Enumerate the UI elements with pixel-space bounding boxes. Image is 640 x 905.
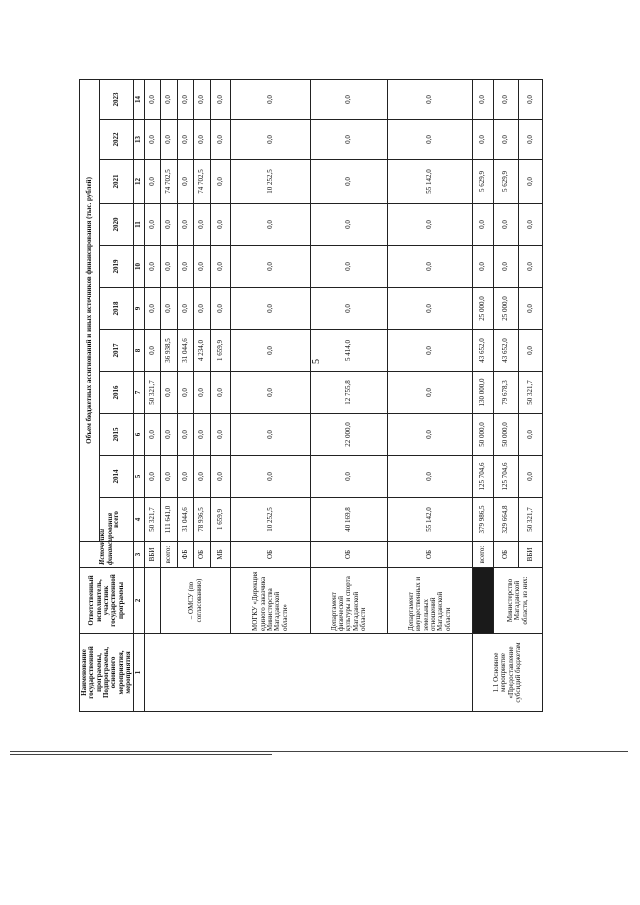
value-cell: 0,0 (161, 456, 177, 498)
value-cell: 0,0 (194, 79, 210, 119)
header-col-number: 10 (134, 246, 144, 288)
value-cell: 0,0 (387, 456, 472, 498)
financing-table (79, 79, 543, 712)
value-cell: 4 234,0 (194, 330, 210, 372)
value-cell: 0,0 (161, 288, 177, 330)
table-row (231, 79, 311, 711)
executor-cell: Департамент имущественных и земельных отношений Магаданской области (387, 568, 472, 634)
value-cell: 0,0 (387, 414, 472, 456)
value-cell: 50 321,7 (518, 498, 543, 542)
header-col-number: 13 (134, 120, 144, 160)
executor-cell: – ОМСУ (по согласованию) (161, 568, 231, 634)
value-cell: 0,0 (144, 204, 160, 246)
executor-cell-dark (473, 568, 494, 634)
value-cell: 0,0 (144, 330, 160, 372)
source-cell: ОБ (311, 542, 388, 568)
value-cell: 0,0 (231, 79, 311, 119)
value-cell: 50 321,7 (144, 372, 160, 414)
value-cell: 25 000,0 (473, 288, 494, 330)
value-cell: 130 000,0 (473, 372, 494, 414)
value-cell: 0,0 (231, 456, 311, 498)
value-cell: 0,0 (518, 288, 543, 330)
value-cell: 0,0 (493, 79, 518, 119)
value-cell: 0,0 (161, 79, 177, 119)
value-cell: 0,0 (473, 120, 494, 160)
value-cell: 0,0 (161, 372, 177, 414)
header-col-number: 7 (134, 372, 144, 414)
source-cell: ОБ (231, 542, 311, 568)
executor-cell: МОГКУ «Дирекция единого заказчика Министерства Магаданской области» (231, 568, 311, 634)
value-cell: 0,0 (231, 120, 311, 160)
source-cell: ВБИ (518, 542, 543, 568)
value-cell: 0,0 (311, 160, 388, 204)
value-cell: 0,0 (387, 204, 472, 246)
value-cell: 74 702,5 (194, 160, 210, 204)
value-cell: 0,0 (311, 120, 388, 160)
value-cell: 74 702,5 (161, 160, 177, 204)
value-cell: 5 629,9 (473, 160, 494, 204)
value-cell: 0,0 (387, 79, 472, 119)
value-cell: 0,0 (493, 246, 518, 288)
header-col-number: 8 (134, 330, 144, 372)
page-number: 5 (311, 359, 322, 364)
source-cell: ФБ (177, 542, 193, 568)
value-cell: 0,0 (210, 456, 231, 498)
value-cell: 0,0 (387, 288, 472, 330)
value-cell: 0,0 (518, 79, 543, 119)
value-cell: 0,0 (194, 204, 210, 246)
value-cell: 0,0 (194, 120, 210, 160)
table-row (387, 79, 472, 711)
header-col-number: 14 (134, 79, 144, 119)
value-cell: 0,0 (177, 414, 193, 456)
table-row (144, 79, 160, 711)
value-cell: 50 321,7 (144, 498, 160, 542)
header-volume: Объем бюджетных ассигнований и иных источников финансирования (тыс. рублей) (80, 79, 100, 541)
header-numbers-row (134, 79, 144, 711)
value-cell: 0,0 (518, 204, 543, 246)
value-cell: 0,0 (311, 456, 388, 498)
value-cell: 43 652,0 (473, 330, 494, 372)
value-cell: 0,0 (311, 246, 388, 288)
value-cell: 55 142,0 (387, 160, 472, 204)
program-name-cell: 1.1 Основное мероприятие «Предоставление субсидий бюджетам (473, 634, 543, 712)
header-col-number: 9 (134, 288, 144, 330)
value-cell: 0,0 (518, 160, 543, 204)
value-cell: 0,0 (210, 120, 231, 160)
value-cell: 0,0 (177, 120, 193, 160)
table-row (493, 79, 518, 711)
header-year: 2016 (100, 372, 134, 414)
source-cell: ОБ (493, 542, 518, 568)
source-cell: ВБИ (144, 542, 160, 568)
value-cell: 0,0 (387, 246, 472, 288)
value-cell: 0,0 (311, 204, 388, 246)
header-col-number: 6 (134, 414, 144, 456)
header-executor: Ответственный исполнитель, участник государственной программы (80, 568, 134, 634)
header-year: 2017 (100, 330, 134, 372)
value-cell: 0,0 (210, 414, 231, 456)
value-cell: 0,0 (518, 414, 543, 456)
value-cell: 79 678,3 (493, 372, 518, 414)
value-cell: 0,0 (231, 372, 311, 414)
value-cell: 50 000,0 (473, 414, 494, 456)
value-cell: 43 652,0 (493, 330, 518, 372)
table-row (473, 79, 494, 711)
source-cell: ОБ (387, 542, 472, 568)
value-cell: 40 169,8 (311, 498, 388, 542)
value-cell: 31 044,6 (177, 498, 193, 542)
header-year: 2023 (100, 79, 134, 119)
value-cell: 0,0 (311, 79, 388, 119)
rotated-table-wrapper (79, 80, 537, 712)
header-year: 2018 (100, 288, 134, 330)
value-cell: 0,0 (194, 414, 210, 456)
value-cell: 0,0 (194, 288, 210, 330)
value-cell: 0,0 (177, 79, 193, 119)
header-col-number: 4 (134, 498, 144, 542)
source-cell: всего: (473, 542, 494, 568)
value-cell: 0,0 (493, 120, 518, 160)
value-cell: 0,0 (144, 120, 160, 160)
value-cell: 10 252,5 (231, 498, 311, 542)
header-year: 2019 (100, 246, 134, 288)
value-cell: 0,0 (210, 246, 231, 288)
value-cell: 5 629,9 (493, 160, 518, 204)
value-cell: 0,0 (210, 288, 231, 330)
header-program-name: Наименование государственной программы, Подпрограммы, основного мероприятия, мероприятия (80, 634, 134, 712)
value-cell: 0,0 (144, 288, 160, 330)
value-cell: 0,0 (194, 246, 210, 288)
value-cell: 0,0 (177, 160, 193, 204)
header-year: 2022 (100, 120, 134, 160)
value-cell: 0,0 (144, 160, 160, 204)
value-cell: 0,0 (177, 456, 193, 498)
source-cell: МБ (210, 542, 231, 568)
executor-cell: Министерство Магаданской области, из них: (493, 568, 543, 634)
value-cell: 125 704,6 (493, 456, 518, 498)
value-cell: 0,0 (210, 204, 231, 246)
value-cell: 0,0 (231, 414, 311, 456)
value-cell: 50 000,0 (493, 414, 518, 456)
value-cell: 0,0 (231, 288, 311, 330)
table-row (311, 79, 388, 711)
value-cell: 0,0 (194, 456, 210, 498)
horizontal-rule (10, 751, 628, 752)
value-cell: 0,0 (177, 372, 193, 414)
header-col-number: 11 (134, 204, 144, 246)
value-cell: 0,0 (144, 414, 160, 456)
value-cell: 12 755,8 (311, 372, 388, 414)
value-cell: 0,0 (161, 414, 177, 456)
value-cell: 0,0 (210, 160, 231, 204)
value-cell: 0,0 (387, 330, 472, 372)
value-cell: 0,0 (144, 456, 160, 498)
value-cell: 0,0 (210, 372, 231, 414)
value-cell: 0,0 (311, 288, 388, 330)
header-year: всего (100, 498, 134, 542)
header-col-number: 3 (134, 542, 144, 568)
value-cell: 0,0 (231, 330, 311, 372)
value-cell: 379 986,5 (473, 498, 494, 542)
value-cell: 0,0 (473, 79, 494, 119)
value-cell: 0,0 (231, 246, 311, 288)
value-cell: 22 000,0 (311, 414, 388, 456)
header-col-number: 1 (134, 634, 144, 712)
value-cell: 0,0 (144, 79, 160, 119)
horizontal-rule-short (10, 754, 272, 755)
source-cell: ОБ (194, 542, 210, 568)
value-cell: 0,0 (387, 120, 472, 160)
value-cell: 50 321,7 (518, 372, 543, 414)
value-cell: 1 659,9 (210, 330, 231, 372)
value-cell: 0,0 (518, 246, 543, 288)
value-cell: 0,0 (518, 330, 543, 372)
value-cell: 0,0 (231, 204, 311, 246)
header-year: 2020 (100, 204, 134, 246)
header-year: 2014 (100, 456, 134, 498)
header-sources: Источники финансирования (80, 542, 134, 568)
value-cell: 10 252,5 (231, 160, 311, 204)
value-cell: 0,0 (177, 288, 193, 330)
value-cell: 0,0 (210, 79, 231, 119)
value-cell: 1 659,9 (210, 498, 231, 542)
source-cell: всего: (161, 542, 177, 568)
value-cell: 0,0 (161, 120, 177, 160)
header-col-number: 12 (134, 160, 144, 204)
executor-cell (144, 568, 160, 634)
value-cell: 0,0 (473, 246, 494, 288)
executor-cell: Департамент физической культуры и спорта Магаданской области (311, 568, 388, 634)
value-cell: 0,0 (518, 120, 543, 160)
value-cell: 0,0 (473, 204, 494, 246)
value-cell: 0,0 (177, 204, 193, 246)
value-cell: 0,0 (161, 204, 177, 246)
header-col-number: 2 (134, 568, 144, 634)
value-cell: 0,0 (194, 372, 210, 414)
value-cell: 78 936,5 (194, 498, 210, 542)
value-cell: 36 938,5 (161, 330, 177, 372)
value-cell: 31 044,6 (177, 330, 193, 372)
header-year: 2015 (100, 414, 134, 456)
value-cell: 0,0 (144, 246, 160, 288)
header-col-number: 5 (134, 456, 144, 498)
value-cell: 0,0 (493, 204, 518, 246)
value-cell: 329 664,8 (493, 498, 518, 542)
value-cell: 111 641,0 (161, 498, 177, 542)
value-cell: 0,0 (387, 372, 472, 414)
value-cell: 55 142,0 (387, 498, 472, 542)
value-cell: 0,0 (161, 246, 177, 288)
value-cell: 0,0 (177, 246, 193, 288)
table-row (161, 79, 177, 711)
header-year: 2021 (100, 160, 134, 204)
program-name-cell (144, 634, 472, 712)
value-cell: 0,0 (518, 456, 543, 498)
value-cell: 5 414,0 (311, 330, 388, 372)
value-cell: 25 000,0 (493, 288, 518, 330)
value-cell: 125 704,6 (473, 456, 494, 498)
